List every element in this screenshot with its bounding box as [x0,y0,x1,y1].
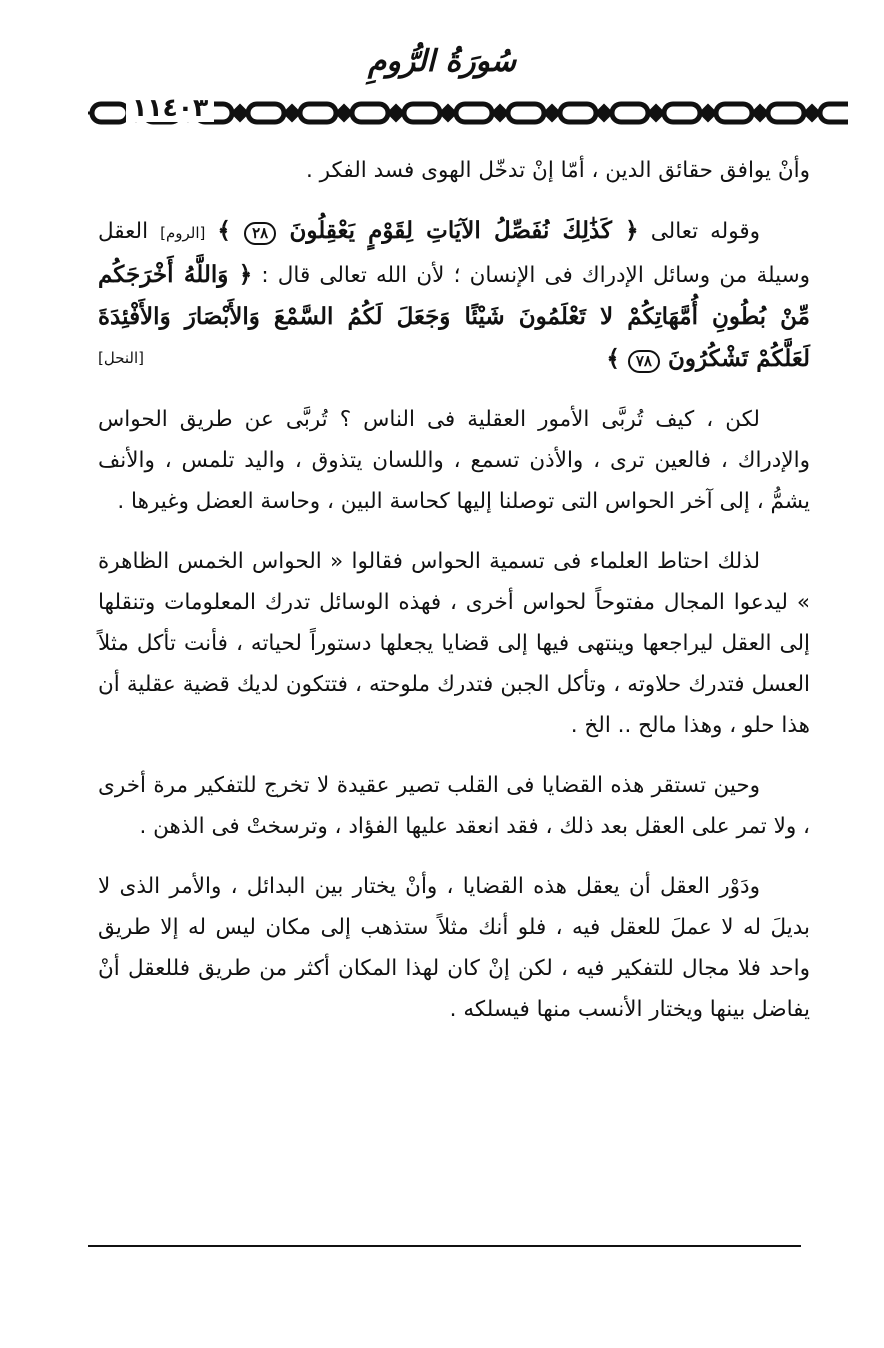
paragraph-1: وأنْ يوافق حقائق الدين ، أمّا إنْ تدخّل الهوى فسد الفكر . [305,158,810,183]
surah-reference: [النحل] [98,349,145,367]
surah-reference: [الروم] [160,224,206,242]
footer-rule [88,1245,801,1247]
paragraph-5: وحين تستقر هذه القضايا فى القلب تصير عقيدة لا تخرج للتفكير مرة أخرى ، ولا تمر على العقل بعد ذلك ، فقد انعقد عليها الفؤاد ، وترسختْ فى الذهن . [98,773,810,839]
quran-verse-1: ﴿ كَذَٰلِكَ نُفَصِّلُ الآيَاتِ لِقَوْمٍ يَعْقِلُونَ ٢٨ ﴾ [217,217,639,244]
paragraph-4: لذلك احتاط العلماء فى تسمية الحواس فقالوا « الحواس الخمس الظاهرة » ليدعوا المجال مفتوحاً لحواس أخرى ، فهذه الوسائل تدرك المعلومات وتنقلها إلى العقل ليراجعها وينتهى فيها إلى قضايا يجعلها دستوراً لحياته ، فأنت تأكل مثلاً العسل فتدرك حلاوته ، وتأكل الجبن فتدرك ملوحته ، فتتكون لديك قضية عقلية أن هذا حلو ، وهذا مالح .. الخ . [98,549,810,738]
page-number: ١١٤٠٣ [126,93,214,122]
paragraph-3: لكن ، كيف تُربَّى الأمور العقلية فى الناس ؟ تُربَّى عن طريق الحواس والإدراك ، فالعين ترى ، والأذن تسمع ، واللسان يتذوق ، واليد تلمس ، والأنف يشمُّ ، إلى آخر الحواس التى توصلنا إليها كحاسة البين ، وحاسة العضل وغيرها . [98,407,810,514]
verse-number-badge: ٢٨ [244,222,276,245]
paragraph-2: وقوله تعالى ﴿ كَذَٰلِكَ نُفَصِّلُ الآيَاتِ لِقَوْمٍ يَعْقِلُونَ ٢٨ ﴾ [الروم] العقل وسيلة من وسائل الإدراك فى الإنسان ؛ لأن الله تعالى قال : ﴿ وَاللَّهُ أَخْرَجَكُم مِّنْ بُطُونِ أُمَّهَاتِكُمْ لا تَعْلَمُونَ شَيْئًا وَجَعَلَ لَكُمُ السَّمْعَ وَالأَبْصَارَ وَالأَفْئِدَةَ لَعَلَّكُمْ تَشْكُرُونَ ٧٨ ﴾ [النحل] [98,210,810,380]
surah-title: سُورَةُ الرُّومِ [367,44,517,79]
verse-number-badge: ٧٨ [628,350,660,373]
quran-verse-2: ﴿ وَاللَّهُ أَخْرَجَكُم مِّنْ بُطُونِ أُمَّهَاتِكُمْ لا تَعْلَمُونَ شَيْئًا وَجَعَلَ لَكُمُ السَّمْعَ وَالأَبْصَارَ وَالأَفْئِدَةَ لَعَلَّكُمْ تَشْكُرُونَ ٧٨ ﴾ [98,261,810,372]
body-text [98,150,810,1030]
paragraph-6: ودَوْر العقل أن يعقل هذه القضايا ، وأنْ يختار بين البدائل ، والأمر الذى لا بديلَ له لا عملَ للعقل فيه ، فلو أنك مثلاً ستذهب إلى مكان ليس له إلا طريق واحد فلا مجال للتفكير فيه ، لكن إنْ كان لهذا المكان أكثر من طريق فللعقل أنْ يفاضل بينها ويختار الأنسب منها فيسلكه . [98,874,810,1022]
